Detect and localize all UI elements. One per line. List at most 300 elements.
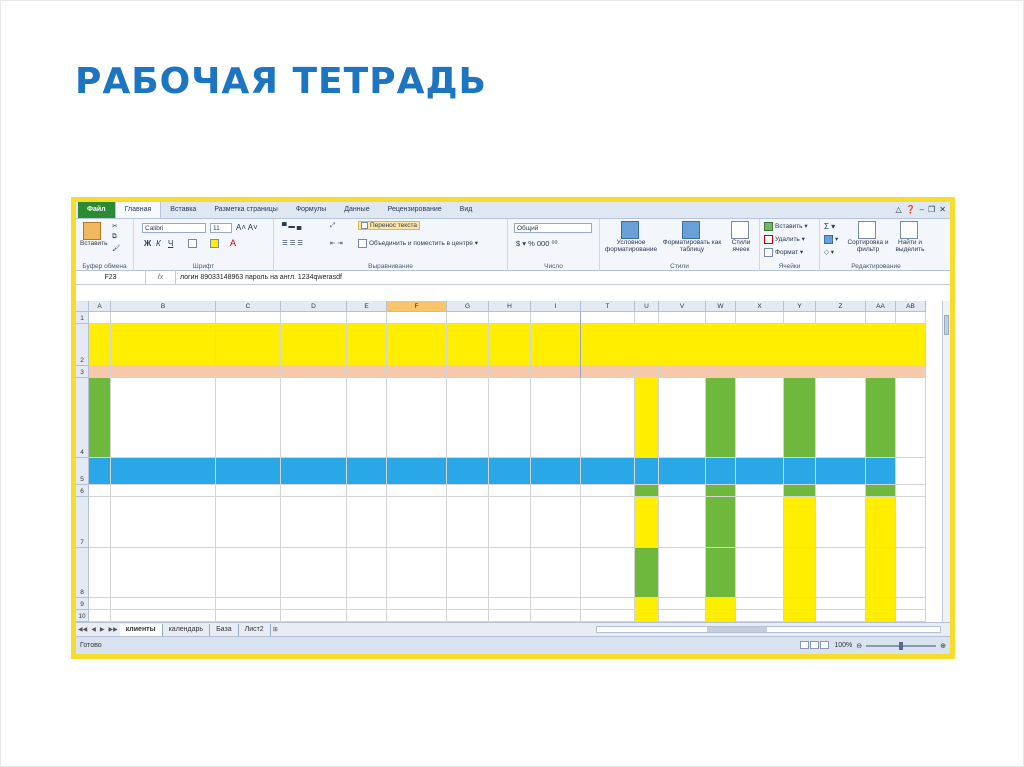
font-group-label: Шрифт <box>192 263 215 270</box>
column-header-c[interactable]: C <box>216 301 281 312</box>
cell[interactable] <box>489 485 531 497</box>
cell[interactable] <box>387 598 447 610</box>
autosum-icon[interactable]: Σ ▾ <box>824 222 836 231</box>
ribbon-tabs <box>76 202 950 219</box>
cell-t[interactable] <box>581 458 635 485</box>
row-header[interactable]: 3 <box>76 366 89 378</box>
vertical-scrollbar[interactable] <box>942 301 950 622</box>
cell-t[interactable] <box>581 485 635 497</box>
formula-input[interactable]: логин 89033148963 пароль на англ. 1234qwerasdf <box>180 274 342 281</box>
format-as-table-button[interactable]: Форматировать как таблицу <box>662 221 722 253</box>
cell[interactable] <box>281 366 347 378</box>
cell[interactable] <box>447 312 489 324</box>
column-header-h[interactable]: H <box>489 301 531 312</box>
cell[interactable] <box>89 366 111 378</box>
sheet-nav-first-icon[interactable]: ◀◀ <box>78 627 88 633</box>
cell[interactable] <box>635 497 659 548</box>
cell[interactable] <box>659 312 706 324</box>
month-header[interactable] <box>659 366 706 378</box>
column-header-x[interactable]: X <box>736 301 784 312</box>
column-header-g[interactable]: G <box>447 301 489 312</box>
column-header-d[interactable]: D <box>281 301 347 312</box>
header-cell-paket[interactable] <box>447 324 489 366</box>
horizontal-scroll-thumb[interactable] <box>707 627 767 632</box>
cell[interactable] <box>347 366 387 378</box>
row-header[interactable]: 10 <box>76 610 89 622</box>
column-header-t[interactable]: T <box>581 301 635 312</box>
cell[interactable] <box>281 312 347 324</box>
cell[interactable] <box>281 598 347 610</box>
cell-c[interactable] <box>216 485 281 497</box>
alignment-group <box>274 219 508 271</box>
cell[interactable] <box>387 610 447 622</box>
cell-x[interactable] <box>736 497 784 548</box>
cell-a[interactable] <box>89 485 111 497</box>
cell-c[interactable] <box>216 598 281 610</box>
cell-y[interactable] <box>784 548 816 598</box>
excel-window <box>76 202 950 654</box>
cell-e[interactable] <box>347 497 387 548</box>
cell[interactable] <box>736 548 784 598</box>
cell-h[interactable] <box>489 378 531 458</box>
orientation-icon[interactable]: ⤢ <box>330 222 336 229</box>
cell[interactable] <box>816 610 866 622</box>
cell-g[interactable] <box>447 548 489 598</box>
format-cells-icon <box>764 248 773 257</box>
cell-u[interactable] <box>635 598 659 610</box>
zoom-out-icon[interactable]: ⊖ <box>856 642 863 650</box>
cell-g[interactable] <box>447 497 489 548</box>
clipboard-label: Буфер обмена <box>82 263 127 270</box>
cell-e[interactable] <box>347 485 387 497</box>
row-header[interactable]: 9 <box>76 598 89 610</box>
cell[interactable] <box>736 598 784 610</box>
header-cell-num[interactable] <box>89 324 111 366</box>
conditional-format-button[interactable]: Условное форматирование <box>604 221 658 253</box>
cell[interactable] <box>635 378 659 458</box>
cell[interactable] <box>659 598 706 610</box>
editing-label: Редактирование <box>851 263 901 270</box>
cell-g[interactable] <box>447 610 489 622</box>
currency-icon[interactable]: $ ▾ % 000 ⁰⁰ <box>516 239 558 248</box>
cell-d[interactable] <box>281 458 347 485</box>
clipboard-group <box>76 219 134 271</box>
cell[interactable] <box>489 312 531 324</box>
help-icon[interactable]: ❓ <box>905 205 916 214</box>
cell[interactable] <box>896 548 926 598</box>
cell[interactable] <box>581 497 635 548</box>
cell[interactable] <box>531 497 581 548</box>
header-cell-partner[interactable] <box>489 324 531 366</box>
column-header-y[interactable]: Y <box>784 301 816 312</box>
tab-file[interactable]: Файл <box>78 202 115 218</box>
paste-button[interactable]: Вставить <box>80 222 106 247</box>
cell[interactable] <box>736 610 784 622</box>
cell-g[interactable] <box>447 378 489 458</box>
cell-a[interactable] <box>89 497 111 548</box>
row-header[interactable]: 6 <box>76 485 89 497</box>
cell-c[interactable] <box>216 548 281 598</box>
row-header[interactable]: 2 <box>76 324 89 366</box>
row-header[interactable]: 8 <box>76 548 89 598</box>
cell[interactable] <box>281 485 347 497</box>
cell-g[interactable] <box>447 598 489 610</box>
borders-icon[interactable] <box>188 239 199 248</box>
cell[interactable] <box>447 366 489 378</box>
clear-icon[interactable]: ◇ ▾ <box>824 249 835 256</box>
cells-label: Ячейки <box>778 263 801 270</box>
copy-icon[interactable]: ⧉ <box>112 233 117 240</box>
sheet-tab-calendar[interactable]: календарь <box>163 624 210 636</box>
fill-color-icon[interactable] <box>210 239 221 248</box>
cell-b[interactable] <box>111 458 216 485</box>
tab-home[interactable]: Главная <box>115 202 162 218</box>
month-header[interactable] <box>736 366 784 378</box>
sheet-tab-clients[interactable]: клиенты <box>120 624 163 636</box>
cell[interactable] <box>531 366 581 378</box>
number-group <box>508 219 600 271</box>
tab-page-layout[interactable]: Разметка страницы <box>214 206 278 213</box>
cell-b[interactable] <box>111 497 216 548</box>
cell[interactable] <box>489 458 531 485</box>
cell-v[interactable] <box>659 378 706 458</box>
cell-w[interactable] <box>706 378 736 458</box>
cell[interactable] <box>896 458 926 485</box>
insert-cells-button[interactable]: Вставить ▾ <box>764 222 808 231</box>
vertical-scroll-thumb[interactable] <box>944 315 949 335</box>
wrap-text-icon <box>361 222 368 229</box>
cell[interactable] <box>531 378 581 458</box>
tab-review[interactable]: Рецензирование <box>387 206 442 213</box>
cell-c[interactable] <box>216 378 281 458</box>
cell[interactable] <box>387 378 447 458</box>
cell-aa[interactable] <box>866 378 896 458</box>
cell-aa[interactable] <box>866 548 896 598</box>
header-year-2015[interactable] <box>581 324 926 366</box>
row-header[interactable]: 4 <box>76 378 89 458</box>
font-size-select[interactable]: 11 <box>210 223 232 233</box>
cell[interactable] <box>281 378 347 458</box>
cell[interactable] <box>896 598 926 610</box>
header-cell-vk[interactable] <box>387 324 447 366</box>
font-color-icon[interactable]: A <box>230 238 237 248</box>
insert-cells-icon <box>764 222 773 231</box>
window-restore-icon[interactable]: ❐ <box>928 205 936 214</box>
cell[interactable] <box>816 312 866 324</box>
month-header[interactable] <box>816 366 866 378</box>
cell-styles-button[interactable]: Стили ячеек <box>726 221 756 253</box>
cell-styles-icon <box>731 221 749 239</box>
cell[interactable] <box>816 548 866 598</box>
cell[interactable] <box>387 366 447 378</box>
cell[interactable] <box>531 610 581 622</box>
conditional-format-icon <box>621 221 639 239</box>
month-header[interactable] <box>635 366 659 378</box>
styles-group <box>600 219 760 271</box>
cell-g[interactable] <box>447 485 489 497</box>
tab-formulas[interactable]: Формулы <box>295 206 327 213</box>
cell-h[interactable] <box>489 548 531 598</box>
name-box[interactable]: F23 <box>76 271 146 285</box>
cell[interactable] <box>489 497 531 548</box>
column-header-e[interactable]: E <box>347 301 387 312</box>
cell[interactable] <box>816 598 866 610</box>
cell[interactable] <box>281 548 347 598</box>
cell-c[interactable] <box>216 497 281 548</box>
slide-title: РАБОЧАЯ ТЕТРАДЬ <box>75 61 487 102</box>
fx-icon[interactable]: fx <box>146 271 176 285</box>
cell-e[interactable] <box>347 458 387 485</box>
cell-b[interactable] <box>111 610 216 622</box>
cell[interactable] <box>216 312 281 324</box>
cell[interactable] <box>531 598 581 610</box>
cell-y[interactable] <box>784 458 816 485</box>
font-name-select[interactable]: Calibri <box>142 223 206 233</box>
cell-e[interactable] <box>347 548 387 598</box>
cell-g[interactable] <box>447 458 489 485</box>
cell[interactable] <box>635 312 659 324</box>
header-cell-city[interactable] <box>216 324 281 366</box>
column-header-i[interactable]: I <box>531 301 581 312</box>
cell[interactable] <box>896 485 926 497</box>
cell[interactable] <box>866 598 896 610</box>
month-header[interactable] <box>866 366 896 378</box>
cell[interactable] <box>89 312 111 324</box>
row-header[interactable]: 7 <box>76 497 89 548</box>
cell-b[interactable] <box>111 378 216 458</box>
cell-a[interactable] <box>89 610 111 622</box>
editing-group <box>820 219 932 271</box>
cut-icon[interactable]: ✂ <box>112 223 118 230</box>
cell-u[interactable] <box>635 610 659 622</box>
cell[interactable] <box>581 312 635 324</box>
cell-x[interactable] <box>736 485 784 497</box>
cell-aa[interactable] <box>866 497 896 548</box>
zoom-slider[interactable] <box>866 645 936 647</box>
cell-z[interactable] <box>816 458 866 485</box>
italic-icon[interactable]: К <box>156 239 161 248</box>
cell-w[interactable] <box>706 485 736 497</box>
find-select-button[interactable]: Найти и выделить <box>892 221 928 253</box>
cell[interactable] <box>387 458 447 485</box>
cell-w[interactable] <box>706 548 736 598</box>
cell[interactable] <box>816 497 866 548</box>
cell-c[interactable] <box>216 458 281 485</box>
sheet-tabs-bar <box>76 622 950 636</box>
cell-aa[interactable] <box>866 458 896 485</box>
cell[interactable] <box>706 312 736 324</box>
cell-c[interactable] <box>216 610 281 622</box>
view-buttons[interactable] <box>800 641 830 651</box>
cell[interactable] <box>896 497 926 548</box>
sort-filter-button[interactable]: Сортировка и фильтр <box>846 221 890 253</box>
cell[interactable] <box>784 610 816 622</box>
cell[interactable] <box>387 485 447 497</box>
format-painter-icon[interactable]: 🖌 <box>112 245 121 252</box>
cell-u[interactable] <box>635 485 659 497</box>
cell[interactable] <box>866 312 896 324</box>
ribbon <box>76 219 950 271</box>
cell[interactable] <box>531 485 581 497</box>
sheet-nav-next-icon[interactable]: ▶ <box>99 627 105 633</box>
zoom-in-icon[interactable]: ⊕ <box>940 642 946 650</box>
new-sheet-icon[interactable]: ⊞ <box>272 627 278 633</box>
cell-z[interactable] <box>816 378 866 458</box>
cell-y[interactable] <box>784 497 816 548</box>
header-cell-fio[interactable] <box>111 324 216 366</box>
cell[interactable] <box>281 610 347 622</box>
cell[interactable] <box>489 610 531 622</box>
column-header-aa[interactable]: AA <box>866 301 896 312</box>
merge-center-button[interactable]: Объединить и поместить в центре ▾ <box>358 239 478 248</box>
cell[interactable] <box>531 548 581 598</box>
cell[interactable] <box>111 312 216 324</box>
cell[interactable] <box>387 497 447 548</box>
cell[interactable] <box>581 610 635 622</box>
delete-cells-button[interactable]: Удалить ▾ <box>764 235 805 244</box>
cell[interactable] <box>387 312 447 324</box>
cell-u[interactable] <box>635 548 659 598</box>
cell-ab[interactable] <box>896 378 926 458</box>
cell-x[interactable] <box>736 458 784 485</box>
underline-icon[interactable]: Ч <box>168 239 174 248</box>
format-cells-button[interactable]: Формат ▾ <box>764 248 803 257</box>
header-cell-id[interactable] <box>347 324 387 366</box>
cell-e[interactable] <box>347 598 387 610</box>
month-header[interactable] <box>896 366 926 378</box>
cell-b[interactable] <box>111 485 216 497</box>
fill-icon[interactable]: ▾ <box>824 235 838 244</box>
cell-a[interactable] <box>89 598 111 610</box>
wrap-text-button[interactable]: Перенос текста <box>358 222 420 229</box>
cell[interactable] <box>281 497 347 548</box>
cell-y[interactable] <box>784 378 816 458</box>
select-all-corner[interactable] <box>76 301 89 312</box>
tab-insert[interactable]: Вставка <box>170 206 197 213</box>
font-group <box>134 219 274 271</box>
month-header[interactable] <box>784 366 816 378</box>
window-close-icon[interactable]: ✕ <box>939 205 946 214</box>
cell-b[interactable] <box>111 548 216 598</box>
column-header-f[interactable]: F <box>387 301 447 312</box>
cell-x[interactable] <box>736 378 784 458</box>
cell-a[interactable] <box>89 548 111 598</box>
horizontal-scrollbar[interactable] <box>596 626 941 633</box>
column-header-a[interactable]: A <box>89 301 111 312</box>
cell-w[interactable] <box>706 458 736 485</box>
align-left-icon[interactable]: ☰ ☰ ☰ <box>282 240 304 247</box>
cell-u[interactable] <box>635 458 659 485</box>
cell[interactable] <box>489 598 531 610</box>
delete-cells-icon <box>764 235 773 244</box>
column-header-w[interactable]: W <box>706 301 736 312</box>
cell[interactable] <box>581 378 635 458</box>
cell[interactable] <box>659 610 706 622</box>
cell[interactable] <box>581 598 635 610</box>
spreadsheet-grid[interactable] <box>76 301 950 622</box>
number-label: Число <box>544 263 563 270</box>
cell[interactable] <box>111 366 216 378</box>
cell-v[interactable] <box>659 548 706 598</box>
cell[interactable] <box>387 548 447 598</box>
status-ready: Готово <box>80 642 102 649</box>
zoom-level[interactable]: 100% <box>834 642 853 649</box>
cell[interactable] <box>216 366 281 378</box>
styles-label: Стили <box>670 263 689 270</box>
paste-icon <box>83 222 101 240</box>
minimize-ribbon-icon[interactable]: △ <box>895 205 902 214</box>
window-minimize-icon[interactable]: – <box>919 205 925 214</box>
tab-view[interactable]: Вид <box>459 206 473 213</box>
format-table-icon <box>682 221 700 239</box>
cell-v[interactable] <box>659 458 706 485</box>
cell[interactable] <box>896 610 926 622</box>
row-header[interactable]: 1 <box>76 312 89 324</box>
formula-bar <box>76 271 950 285</box>
cell-z[interactable] <box>816 485 866 497</box>
column-header-u[interactable]: U <box>635 301 659 312</box>
cell[interactable] <box>896 312 926 324</box>
cell[interactable] <box>736 312 784 324</box>
cell-y[interactable] <box>784 485 816 497</box>
cell-b[interactable] <box>111 598 216 610</box>
cell[interactable] <box>489 366 531 378</box>
align-top-icon[interactable]: ▀ ▬ ▄ <box>282 223 302 230</box>
cell-v[interactable] <box>659 497 706 548</box>
cell[interactable] <box>706 598 736 610</box>
sheet-nav-last-icon[interactable]: ▶▶ <box>108 627 118 633</box>
merge-icon <box>358 239 367 248</box>
cell-w[interactable] <box>706 497 736 548</box>
cell[interactable] <box>784 312 816 324</box>
alignment-label: Выравнивание <box>368 263 413 270</box>
column-header-v[interactable]: V <box>659 301 706 312</box>
month-header[interactable] <box>706 366 736 378</box>
cell-a[interactable] <box>89 458 111 485</box>
number-format-select[interactable]: Общий <box>514 223 592 233</box>
cell[interactable] <box>784 598 816 610</box>
bold-icon[interactable]: Ж <box>144 239 152 248</box>
cell[interactable] <box>706 610 736 622</box>
tab-data[interactable]: Данные <box>344 206 370 213</box>
row-header[interactable]: 5 <box>76 458 89 485</box>
cell-aa[interactable] <box>866 485 896 497</box>
header-cell-dr[interactable] <box>281 324 347 366</box>
cell[interactable] <box>531 458 581 485</box>
cell-a[interactable] <box>89 378 111 458</box>
cell-t[interactable] <box>581 548 635 598</box>
cell[interactable] <box>531 312 581 324</box>
month-header[interactable] <box>581 366 635 378</box>
sheet-tab-list2[interactable]: Лист2 <box>239 624 271 636</box>
cell-v[interactable] <box>659 485 706 497</box>
status-bar <box>76 636 950 654</box>
grow-font-icon[interactable]: A˄ A˅ <box>236 223 258 232</box>
cells-group <box>760 219 820 271</box>
cell-e[interactable] <box>347 378 387 458</box>
cell-e[interactable] <box>347 610 387 622</box>
cell[interactable] <box>866 610 896 622</box>
sheet-nav-prev-icon[interactable]: ◀ <box>91 627 96 633</box>
cell[interactable] <box>347 312 387 324</box>
column-header-z[interactable]: Z <box>816 301 866 312</box>
column-header-b[interactable]: B <box>111 301 216 312</box>
sheet-tab-base[interactable]: База <box>210 624 239 636</box>
sort-filter-icon <box>858 221 876 239</box>
indent-icon[interactable]: ⇤ ⇥ <box>330 240 343 247</box>
column-header-ab[interactable]: AB <box>896 301 926 312</box>
header-cell-phone[interactable] <box>531 324 581 366</box>
